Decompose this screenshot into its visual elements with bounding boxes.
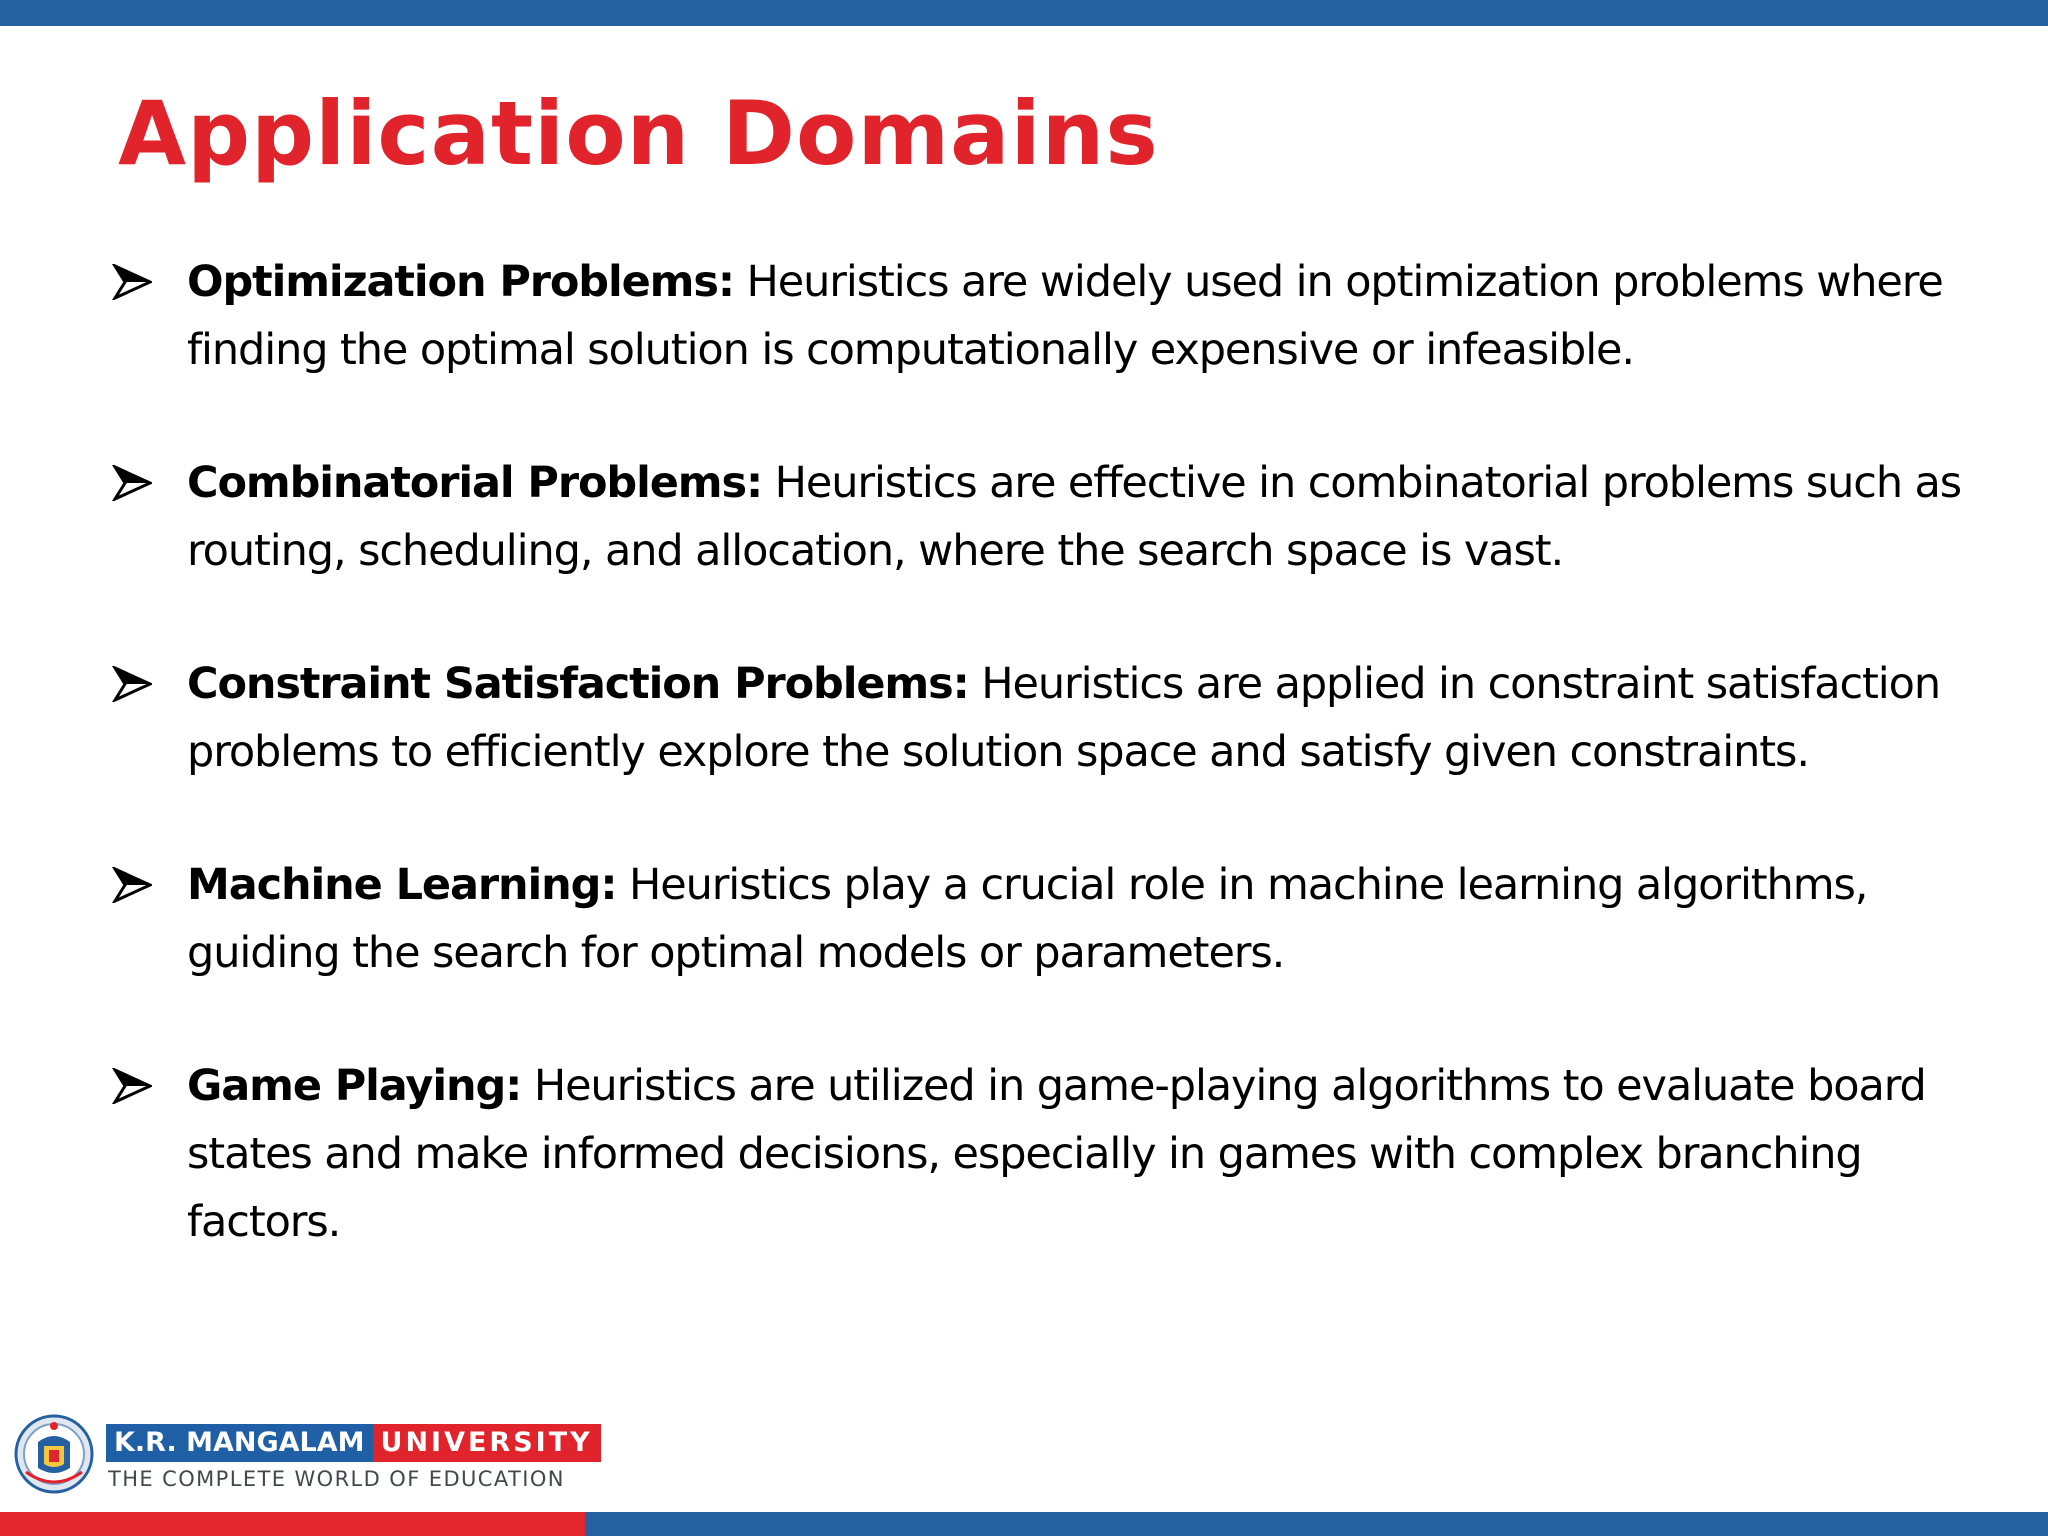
bottom-accent-bar-blue [585,1512,2048,1536]
bottom-accent-bar-red [0,1512,585,1536]
arrowhead-bullet-icon [112,465,152,501]
bullet-item [112,851,1972,987]
bullet-term: Machine Learning: [187,860,617,910]
bullet-text: Heuristics are utilized in game-playing algorithms to evaluate board states and make informed decisions, especially in games with complex branching factors. [187,1061,1926,1247]
logo-name-primary: K.R. MANGALAM [106,1424,373,1462]
bullet-item [112,449,1972,585]
bullet-term: Combinatorial Problems: [187,458,763,508]
bullet-item [112,650,1972,786]
bullet-item [112,1052,1972,1256]
slide-title: Application Domains [118,82,1159,185]
bullet-text: Heuristics are effective in combinatorial problems such as routing, scheduling, and allocation, where the search space is vast. [187,458,1962,576]
bullet-term: Constraint Satisfaction Problems: [187,659,969,709]
bullet-item [112,248,1972,384]
arrowhead-bullet-icon [112,264,152,300]
logo-tagline: THE COMPLETE WORLD OF EDUCATION [108,1467,565,1491]
bullet-text: Heuristics are applied in constraint satisfaction problems to efficiently explore the solution space and satisfy given constraints. [187,659,1940,777]
university-seal-icon [14,1412,94,1496]
top-accent-bar [0,0,2048,26]
bullet-term: Optimization Problems: [187,257,734,307]
arrowhead-bullet-icon [112,1068,152,1104]
logo-name-secondary: UNIVERSITY [373,1424,601,1462]
arrowhead-bullet-icon [112,666,152,702]
bullet-text: Heuristics are widely used in optimization problems where finding the optimal solution is computationally expensive or infeasible. [187,257,1943,375]
university-logo [14,1410,593,1500]
bullet-text: Heuristics play a crucial role in machine learning algorithms, guiding the search for optimal models or parameters. [187,860,1868,978]
bullet-term: Game Playing: [187,1061,522,1111]
arrowhead-bullet-icon [112,867,152,903]
bullet-list [112,248,1972,1256]
logo-wordmark [106,1424,601,1462]
